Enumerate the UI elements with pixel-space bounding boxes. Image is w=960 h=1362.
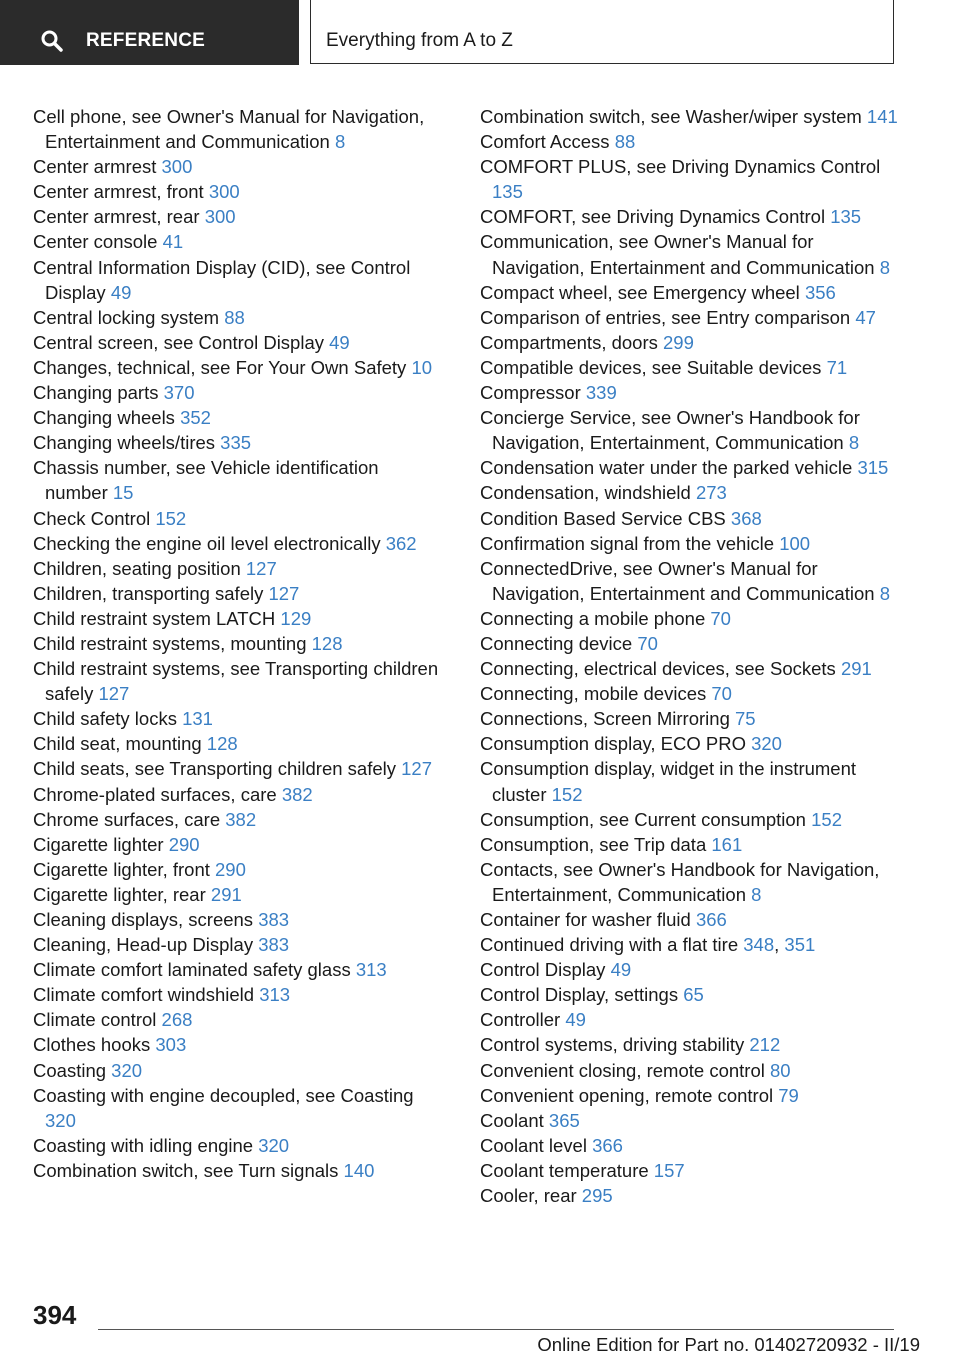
page-title: Everything from A to Z	[326, 30, 513, 51]
page-link[interactable]: 135	[830, 206, 862, 228]
index-entry-text: Checking the engine oil level electronically	[33, 532, 381, 554]
index-entry-text: Convenient opening, remote control	[480, 1084, 774, 1106]
index-entry-text: Center armrest, front	[33, 181, 204, 203]
index-entry	[480, 631, 900, 656]
index-entry-text: Center armrest, rear	[33, 206, 200, 228]
page-link[interactable]: 128	[311, 632, 343, 654]
index-entry-text: Cleaning, Head-up Display	[33, 934, 254, 956]
index-entry	[480, 506, 900, 531]
page-link[interactable]: 49	[610, 959, 632, 981]
index-entry-text: Chrome-plated surfaces, care	[33, 783, 277, 805]
index-entry	[33, 531, 443, 556]
index-entry-text: Center console	[33, 231, 158, 253]
index-entry	[33, 581, 443, 606]
index-entry-text: Coolant level	[480, 1134, 587, 1156]
index-entry-text: Cleaning displays, screens	[33, 909, 254, 930]
index-entry	[480, 1133, 900, 1158]
index-entry-text: Comparison of entries, see Entry comparison	[480, 306, 851, 328]
page-link[interactable]: 127	[98, 683, 130, 705]
index-entry-text: Comfort Access	[480, 131, 610, 153]
page-number: 394	[33, 1300, 77, 1330]
page-link[interactable]: 100	[779, 532, 811, 554]
index-entry-text: Consumption display, widget in the instrument cluster	[480, 758, 857, 805]
index-entry-text: Changing wheels/tires	[33, 432, 216, 454]
page-link[interactable]: 127	[268, 582, 300, 604]
page-link[interactable]: 273	[695, 482, 727, 504]
page-link[interactable]: 268	[161, 1009, 193, 1031]
index-entry	[33, 1007, 443, 1032]
page-link[interactable]: 10	[411, 356, 433, 378]
page-link[interactable]: 370	[163, 382, 195, 404]
index-entry	[480, 355, 900, 380]
index-entry	[480, 957, 900, 982]
index-entry-text: Climate control	[33, 1009, 157, 1031]
page-link[interactable]: 135	[492, 181, 523, 203]
page-link[interactable]: 131	[182, 708, 213, 730]
index-entry	[480, 832, 900, 857]
index-entry-text: ConnectedDrive, see Owner's Manual for Navigation, Entertainment and Communication	[480, 557, 875, 604]
index-entry-text: Control systems, driving stability	[480, 1034, 745, 1056]
index-entry	[33, 229, 443, 254]
search-icon	[40, 29, 64, 53]
index-entry-text: Controller	[480, 1009, 561, 1031]
index-entry-text: Condition Based Service CBS	[480, 507, 726, 529]
index-entry-text: Child seats, see Transporting children safely	[33, 758, 396, 780]
page-link[interactable]: 8	[879, 582, 890, 604]
page-link[interactable]: 49	[329, 331, 350, 353]
index-entry	[480, 907, 900, 932]
index-entry	[480, 1183, 900, 1208]
page-link[interactable]: 70	[710, 607, 731, 629]
index-entry	[33, 305, 443, 330]
index-column-right	[480, 104, 900, 1208]
page-link[interactable]: 366	[592, 1134, 623, 1156]
index-entry	[480, 1158, 900, 1183]
index-entry	[480, 1058, 900, 1083]
page-link[interactable]: 70	[637, 632, 658, 654]
index-entry	[480, 857, 900, 907]
index-entry	[480, 807, 900, 832]
index-entry	[480, 380, 900, 405]
index-entry-text: Coasting	[33, 1059, 107, 1081]
page-link[interactable]: 8	[879, 256, 890, 278]
index-entry	[33, 255, 443, 305]
index-entry	[480, 1083, 900, 1108]
index-entry-text: Compressor	[480, 382, 581, 404]
index-entry-text: Condensation, windshield	[480, 482, 691, 504]
index-entry-text: Check Control	[33, 507, 151, 529]
page-link[interactable]: 75	[735, 708, 756, 730]
index-entry: Continued driving with a flat tire 348, 351	[480, 934, 816, 956]
index-entry	[33, 405, 443, 430]
index-entry-text: Connecting device	[480, 632, 633, 654]
index-entry-text: Compact wheel, see Emergency wheel	[480, 281, 800, 303]
index-entry-text: Child safety locks	[33, 708, 177, 730]
index-entry-text: Combination switch, see Turn signals	[33, 1159, 339, 1181]
index-column-left	[33, 104, 443, 1183]
page-link[interactable]: 49	[110, 281, 132, 303]
index-entry-text: COMFORT PLUS, see Driving Dynamics Control	[480, 156, 881, 178]
index-entry-text: Cigarette lighter, rear	[33, 883, 206, 905]
index-entry-text: Chrome surfaces, care	[33, 808, 221, 830]
index-entry-text: Consumption display, ECO PRO	[480, 733, 746, 755]
page-link[interactable]: 8	[751, 883, 762, 905]
page-link[interactable]: 339	[585, 382, 617, 404]
index-entry-text: Central screen, see Control Display	[33, 331, 324, 353]
index-entry	[480, 656, 900, 681]
page-link[interactable]: 300	[161, 156, 193, 178]
index-entry	[480, 681, 900, 706]
index-entry	[33, 957, 443, 982]
index-entry-text: Coolant	[480, 1109, 544, 1131]
page-link[interactable]: 300	[204, 206, 236, 228]
index-entry	[33, 455, 443, 505]
index-entry	[33, 380, 443, 405]
index-entry-text: Convenient closing, remote control	[480, 1059, 765, 1081]
page-link[interactable]: 365	[548, 1109, 580, 1131]
index-entry-text: Child restraint systems, see Transporting children safely	[33, 658, 439, 705]
index-entry-text: Contacts, see Owner's Handbook for Navigation, Entertainment, Communication	[480, 858, 880, 905]
page-link[interactable]: 70	[711, 683, 732, 705]
index-entry-text: Changing wheels	[33, 407, 175, 429]
index-entry	[480, 305, 900, 330]
index-entry	[480, 455, 900, 480]
index-entry-text: Compartments, doors	[480, 331, 658, 353]
page-link[interactable]: 315	[857, 457, 889, 479]
index-entry-text: Child restraint system LATCH	[33, 607, 276, 629]
index-entry	[33, 982, 443, 1007]
index-entry	[33, 104, 443, 154]
index-entry-text: COMFORT, see Driving Dynamics Control	[480, 206, 826, 228]
page-link[interactable]: 152	[551, 783, 583, 805]
page-link[interactable]: 368	[730, 507, 762, 529]
index-entry	[33, 882, 443, 907]
index-entry-text: Connecting, mobile devices	[480, 683, 707, 705]
index-entry-text: Changing parts	[33, 382, 159, 404]
page-link[interactable]: 161	[711, 833, 743, 855]
index-entry-text: Children, seating position	[33, 557, 241, 579]
page-link[interactable]: 299	[663, 331, 694, 353]
page-link[interactable]: 152	[155, 507, 187, 529]
page-link[interactable]: 295	[581, 1185, 613, 1207]
index-entry	[33, 430, 443, 455]
index-entry	[33, 1032, 443, 1057]
index-entry-text: Cell phone, see Owner's Manual for Navigation, Entertainment and Communication	[33, 106, 425, 153]
page-link[interactable]: 212	[749, 1034, 781, 1056]
index-entry-text: Cigarette lighter, front	[33, 858, 210, 880]
page-heading	[310, 0, 894, 64]
index-entry-text: Cooler, rear	[480, 1185, 577, 1207]
page-link[interactable]: 348	[743, 934, 775, 956]
page-link[interactable]: 352	[180, 407, 211, 429]
index-entry	[480, 731, 900, 756]
index-entry	[33, 731, 443, 756]
index-entry-text: Connecting a mobile phone	[480, 607, 706, 629]
page-link[interactable]: 8	[848, 432, 860, 454]
index-entry	[33, 782, 443, 807]
index-entry-text: Children, transporting safely	[33, 582, 264, 604]
page-link[interactable]: 335	[220, 432, 252, 454]
index-entry	[480, 531, 900, 556]
page-link[interactable]: 291	[210, 883, 242, 905]
index-entry-text: Child restraint systems, mounting	[33, 632, 307, 654]
index-entry	[33, 556, 443, 581]
index-entry	[480, 1032, 900, 1057]
page-link[interactable]: 8	[335, 131, 346, 153]
index-entry-text: Climate comfort laminated safety glass	[33, 959, 351, 981]
page-link[interactable]: 300	[208, 181, 240, 203]
footer-divider	[98, 1329, 894, 1330]
page-link[interactable]: 320	[751, 733, 782, 755]
index-entry-text: Central locking system	[33, 306, 220, 328]
index-entry	[33, 355, 443, 380]
page-link[interactable]: 320	[111, 1059, 143, 1081]
footer-edition: Online Edition for Part no. 01402720932 - II/19	[537, 1334, 920, 1355]
index-entry	[480, 330, 900, 355]
page-link[interactable]: 41	[162, 231, 184, 253]
index-entry	[33, 932, 443, 957]
page-link[interactable]: 71	[826, 356, 848, 378]
index-entry	[33, 907, 443, 932]
index-entry	[33, 506, 443, 531]
index-entry	[33, 706, 443, 731]
page-link[interactable]: 382	[281, 783, 313, 805]
index-entry	[480, 154, 900, 204]
index-entry	[480, 129, 900, 154]
page-link[interactable]: 129	[280, 607, 312, 629]
index-entry	[33, 154, 443, 179]
page-link[interactable]: 128	[206, 733, 238, 755]
index-entry	[33, 1083, 443, 1133]
page-link[interactable]: 383	[258, 934, 290, 956]
page-link[interactable]: 303	[155, 1034, 187, 1056]
page-link[interactable]: 79	[778, 1084, 799, 1106]
index-entry	[480, 104, 900, 129]
index-entry	[480, 756, 900, 806]
index-entry	[33, 204, 443, 229]
page-link[interactable]: 127	[401, 758, 433, 780]
index-entry-text: Consumption, see Current consumption	[480, 808, 806, 830]
index-entry	[480, 982, 900, 1007]
index-entry	[33, 606, 443, 631]
page-link[interactable]: 320	[258, 1134, 290, 1156]
index-entry-text: Combination switch, see Washer/wiper system	[480, 106, 862, 127]
section-label: REFERENCE	[86, 30, 205, 51]
index-entry-text: Confirmation signal from the vehicle	[480, 532, 775, 554]
index-entry-text: Connecting, electrical devices, see Sockets	[480, 658, 836, 680]
index-entry-text: Consumption, see Trip data	[480, 833, 707, 855]
page-link[interactable]: 290	[168, 833, 200, 855]
page-link[interactable]: 15	[112, 482, 134, 504]
page-link[interactable]: 366	[695, 909, 727, 930]
index-entry	[480, 556, 900, 606]
index-entry-text: Coasting with engine decoupled, see Coasting	[33, 1084, 414, 1106]
page-link[interactable]: 88	[224, 306, 245, 328]
page-link[interactable]: 290	[215, 858, 246, 880]
index-entry-text: Connections, Screen Mirroring	[480, 708, 730, 730]
index-entry-text: Climate comfort windshield	[33, 984, 255, 1006]
index-entry	[480, 204, 900, 229]
index-entry-text: Condensation water under the parked vehicle	[480, 457, 853, 479]
index-entry	[33, 179, 443, 204]
page-link[interactable]: 127	[245, 557, 277, 579]
page-link[interactable]: 291	[840, 658, 872, 680]
index-entry	[33, 756, 443, 781]
page-link[interactable]: 141	[866, 106, 898, 127]
page-link[interactable]: 383	[258, 909, 290, 930]
page-link[interactable]: 65	[683, 984, 704, 1006]
index-entry-text: Chassis number, see Vehicle identification number	[33, 457, 379, 504]
index-entry	[480, 229, 900, 279]
index-entry	[33, 1058, 443, 1083]
index-entry-text: Child seat, mounting	[33, 733, 202, 755]
page-link[interactable]: 320	[45, 1109, 76, 1131]
page-link[interactable]: 356	[804, 281, 836, 303]
index-entry-text: Central Information Display (CID), see Control Display	[33, 256, 411, 303]
page-link[interactable]: 49	[565, 1009, 586, 1031]
index-entry-text: Coasting with idling engine	[33, 1134, 254, 1156]
index-entry-text: Cigarette lighter	[33, 833, 164, 855]
page-link[interactable]: 157	[653, 1159, 685, 1181]
index-entry-text: Changes, technical, see For Your Own Safety	[33, 356, 407, 378]
index-entry	[480, 280, 900, 305]
page-link[interactable]: 152	[811, 808, 842, 830]
index-entry	[33, 631, 443, 656]
index-entry	[33, 832, 443, 857]
index-entry-text: Container for washer fluid	[480, 909, 691, 930]
page-link[interactable]: 313	[259, 984, 291, 1006]
index-entry	[33, 807, 443, 832]
index-entry	[480, 405, 900, 455]
index-entry-text: Center armrest	[33, 156, 157, 178]
index-entry	[480, 606, 900, 631]
index-entry-text: Communication, see Owner's Manual for Navigation, Entertainment and Communication	[480, 231, 875, 278]
index-entry	[33, 857, 443, 882]
page-link[interactable]: 362	[385, 532, 417, 554]
page-link[interactable]: 313	[355, 959, 387, 981]
section-tab[interactable]	[0, 0, 299, 65]
page-link[interactable]: 80	[770, 1059, 791, 1081]
index-entry-text: Continued driving with a flat tire	[480, 934, 739, 956]
index-entry-text: Control Display	[480, 959, 606, 981]
page-link[interactable]: 88	[614, 131, 636, 153]
page-link[interactable]: 351	[784, 934, 816, 956]
page-link[interactable]: 47	[855, 306, 876, 328]
index-entry	[480, 480, 900, 505]
index-entry-text: Compatible devices, see Suitable devices	[480, 356, 822, 378]
index-entry	[480, 1108, 900, 1133]
index-entry-text: Clothes hooks	[33, 1034, 151, 1056]
page-link[interactable]: 140	[343, 1159, 375, 1181]
page-link[interactable]: 382	[225, 808, 257, 830]
index-entry	[480, 1007, 900, 1032]
index-entry	[33, 330, 443, 355]
index-entry-text: Control Display, settings	[480, 984, 679, 1006]
index-entry	[33, 1133, 443, 1158]
index-entry	[480, 706, 900, 731]
index-entry-text: Coolant temperature	[480, 1159, 649, 1181]
index-entry	[33, 1158, 443, 1183]
index-entry-text: Concierge Service, see Owner's Handbook for Navigation, Entertainment, Communication	[480, 407, 860, 454]
index-entry	[33, 656, 443, 706]
